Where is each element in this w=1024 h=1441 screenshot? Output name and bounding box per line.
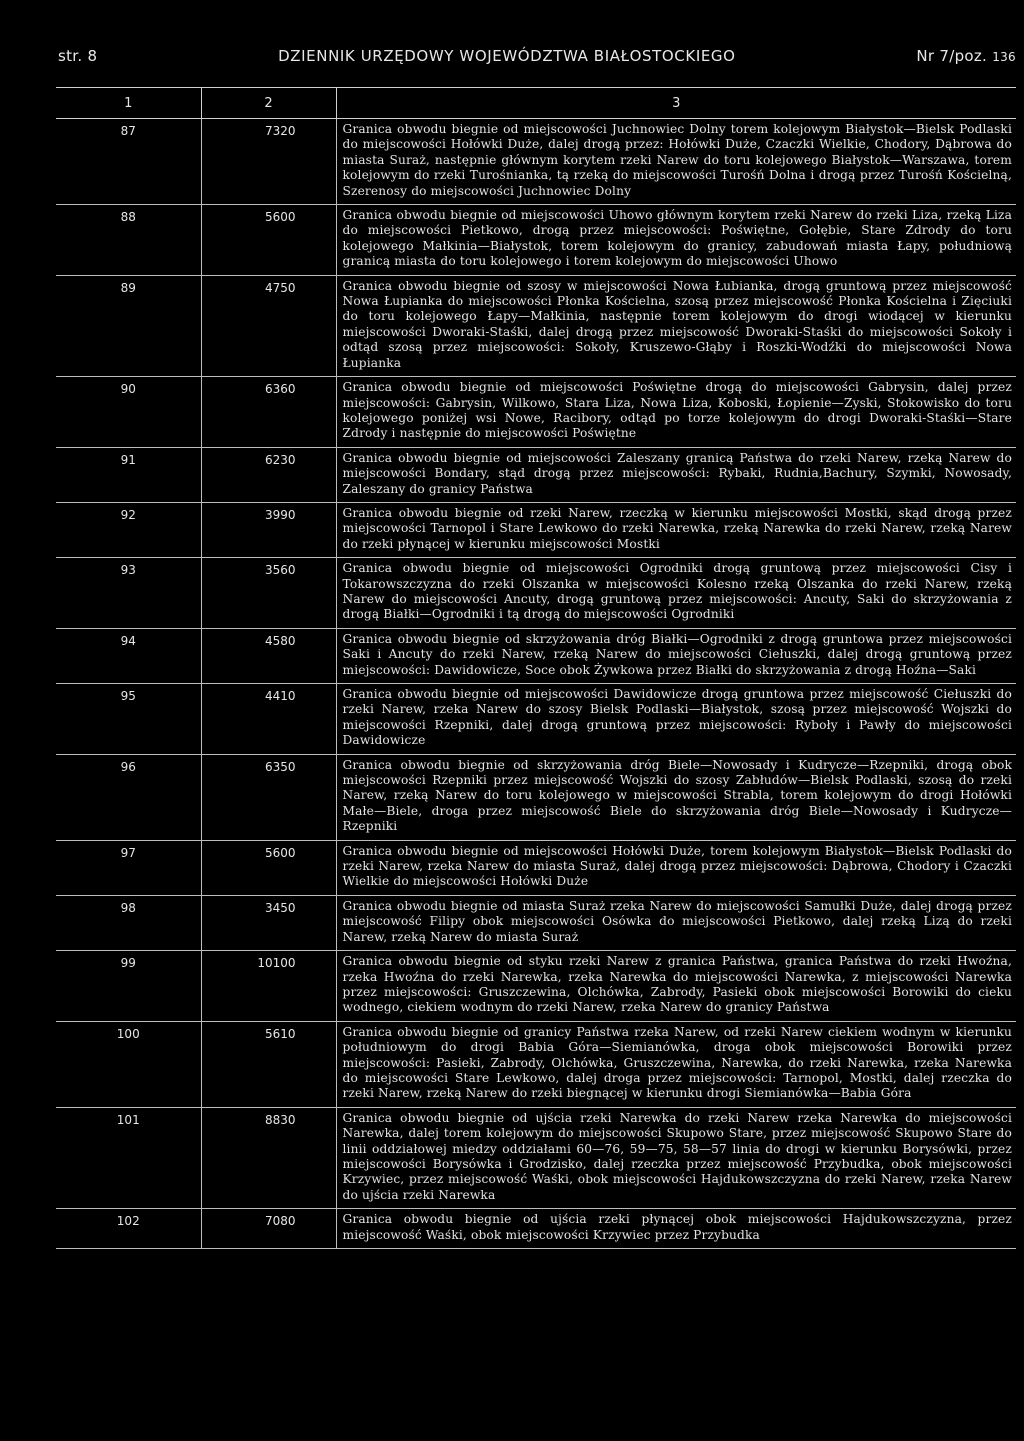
district-boundary-description: Granica obwodu biegnie od skrzyżowania dróg Biele—Nowosady i Kudrycze—Rzepniki, drogą obok miejscowości Rzepniki przez miejscowość Wojszki do szosy Zabłudów—Bielsk Podlaski, szosą do rzeki Narew, rzeką Narew do toru kolejowego w miejscowości Strabla, torem kolejowym do drogi Hołówki Małe—Biele, droga przez miejscowość Biele do skrzyżowania dróg Biele—Nowosady i Kudrycze—Rzepniki (336, 754, 1016, 840)
table-row (56, 1209, 1016, 1249)
district-area: 8830 (201, 1107, 336, 1208)
district-number: 88 (56, 205, 201, 276)
page-header (58, 44, 1016, 68)
district-number: 95 (56, 684, 201, 755)
table-row (56, 205, 1016, 276)
district-area: 5600 (201, 840, 336, 895)
journal-title: DZIENNIK URZĘDOWY WOJEWÓDZTWA BIAŁOSTOCKIEGO (278, 47, 736, 65)
district-boundary-description: Granica obwodu biegnie od miasta Suraż rzeka Narew do miejscowości Samułki Duże, dalej drogą przez miejscowość Filipy obok miejscowości Osówka do miejscowości Pietkowo, dalej rzeką Lizą do rzeki Narew, rzeką Narew do miasta Suraż (336, 895, 1016, 950)
table-row (56, 840, 1016, 895)
district-number: 92 (56, 502, 201, 557)
district-number: 101 (56, 1107, 201, 1208)
district-boundary-description: Granica obwodu biegnie od miejscowości Poświętne drogą do miejscowości Gabrysin, dalej przez miejscowości: Gabrysin, Wilkowo, Stara Liza, Nowa Liza, Koboski, Łopienie—Zyski, Stokowisko do toru kolejowego poniżej wsi Nowe, Racibory, odtąd po torze kolejowym do drogi Dworaki-Staśki—Stare Zdrody i następnie do miejscowości Poświętne (336, 377, 1016, 448)
district-boundary-description: Granica obwodu biegnie od granicy Państwa rzeka Narew, od rzeki Narew ciekiem wodnym w kierunku południowym do drogi Babia Góra—Siemianówka, droga obok miejscowości Borowiki przez miejscowości: Pasieki, Zabrody, Olchówka, Gruszczewina, Narewka, do rzeki Narewka, rzeka Narewka do miejscowości Stare Lewkowo, dalej droga przez miejscowości: Tarnopol, Mostki, dalej rzeczka do rzeki Narew, rzeką Narew do rzeki biegnącej w kierunku drogi Siemianówka—Babia Góra (336, 1021, 1016, 1107)
district-number: 87 (56, 119, 201, 205)
column-header-description: 3 (336, 88, 1016, 119)
district-area: 4750 (201, 275, 336, 376)
district-area: 5600 (201, 205, 336, 276)
district-area: 6350 (201, 754, 336, 840)
issue-label: Nr 7/poz. (916, 47, 988, 65)
district-number: 89 (56, 275, 201, 376)
table-header (56, 88, 1016, 119)
table-row (56, 895, 1016, 950)
boundary-table (56, 87, 1016, 1249)
district-number: 100 (56, 1021, 201, 1107)
district-area: 4580 (201, 628, 336, 683)
table-row (56, 447, 1016, 502)
table-row (56, 951, 1016, 1022)
district-boundary-description: Granica obwodu biegnie od skrzyżowania dróg Białki—Ogrodniki z drogą gruntowa przez miejscowości Saki i Ancuty do rzeki Narew, rzeką Narew do miejscowości Ciełuszki, dalej drogą gruntową przez miejscowości: Dawidowicze, Soce obok Żywkowa przez Białki do skrzyżowania z drogą Hoźna—Saki (336, 628, 1016, 683)
table-row (56, 1021, 1016, 1107)
district-number: 99 (56, 951, 201, 1022)
district-area: 3990 (201, 502, 336, 557)
district-area: 5610 (201, 1021, 336, 1107)
district-number: 102 (56, 1209, 201, 1249)
table-row (56, 558, 1016, 629)
district-area: 7080 (201, 1209, 336, 1249)
district-number: 98 (56, 895, 201, 950)
district-number: 94 (56, 628, 201, 683)
district-boundary-description: Granica obwodu biegnie od ujścia rzeki Narewka do rzeki Narew rzeka Narewka do miejscowości Narewka, dalej torem kolejowym do miejscowości Skupowo Stare, przez miejscowość Skupowo Stare do linii oddziałowej miedzy oddziałami 60—76, 59—75, 58—57 linia do drogi w kierunku Borysówki, przez miejscowości Borysówka i Grodzisko, dalej rzeczka przez miejscowość Przybudka, obok miejscowości Krzywiec, przez miejscowość Waśki, obok miejscowości Hajdukowszczyzna do rzeki Narew, rzeka Narew do ujścia rzeki Narewka (336, 1107, 1016, 1208)
district-area: 6360 (201, 377, 336, 448)
district-boundary-description: Granica obwodu biegnie od miejscowości Zaleszany granicą Państwa do rzeki Narew, rzeką Narew do miejscowości Bondary, stąd drogą przez miejscowości: Rybaki, Rudnia,Bachury, Szymki, Nowosady, Zaleszany do granicy Państwa (336, 447, 1016, 502)
table-row (56, 628, 1016, 683)
table-header-row (56, 88, 1016, 119)
district-number: 93 (56, 558, 201, 629)
district-area: 4410 (201, 684, 336, 755)
column-header-area: 2 (201, 88, 336, 119)
table-body (56, 119, 1016, 1249)
district-boundary-description: Granica obwodu biegnie od miejscowości Juchnowiec Dolny torem kolejowym Białystok—Bielsk Podlaski do miejscowości Hołówki Duże, dalej drogą przez: Hołówki Duże, Czaczki Wielkie, Chodory, Dąbrowa do miasta Suraż, następnie głównym korytem rzeki Narew do toru kolejowego Białystok—Warszawa, torem kolejowym do rzeki Turośnianka, tą rzeką do miejscowości Turośń Dolna i drogą przez Turośń Kościelną, Szerenosy do miejscowości Juchnowiec Dolny (336, 119, 1016, 205)
table-row (56, 754, 1016, 840)
district-number: 91 (56, 447, 201, 502)
issue-number (916, 47, 1016, 65)
district-number: 96 (56, 754, 201, 840)
district-boundary-description: Granica obwodu biegnie od styku rzeki Narew z granica Państwa, granica Państwa do rzeki Hwoźna, rzeka Hwoźna do rzeki Narewka, rzeka Narewka do miejscowości Narewka, z miejscowości Narewka przez miejscowości: Gruszczewina, Olchówka, Zabrody, Pasieki obok miejscowości Borowiki do cieku wodnego, ciekiem wodnym do rzeki Narew, rzeka Narew do granicy Państwa (336, 951, 1016, 1022)
district-number: 90 (56, 377, 201, 448)
district-boundary-description: Granica obwodu biegnie od miejscowości Dawidowicze drogą gruntowa przez miejscowość Ciełuszki do rzeki Narew, rzeka Narew do szosy Bielsk Podlaski—Białystok, szosą przez miejscowość Wojszki do miejscowości Rzepniki, dalej drogą gruntową przez miejscowości: Ryboły i Pawły do miejscowości Dawidowicze (336, 684, 1016, 755)
district-area: 3450 (201, 895, 336, 950)
district-boundary-description: Granica obwodu biegnie od ujścia rzeki płynącej obok miejscowości Hajdukowszczyzna, przez miejscowość Waśki, obok miejscowości Krzywiec przez Przybudka (336, 1209, 1016, 1249)
district-number: 97 (56, 840, 201, 895)
table-row (56, 377, 1016, 448)
district-area: 10100 (201, 951, 336, 1022)
table-row (56, 1107, 1016, 1208)
district-area: 3560 (201, 558, 336, 629)
district-boundary-description: Granica obwodu biegnie od miejscowości Hołówki Duże, torem kolejowym Białystok—Bielsk Podlaski do rzeki Narew, rzeka Narew do miasta Suraż, dalej drogą przez miejscowości: Dąbrowa, Chodory i Czaczki Wielkie do miejscowości Hołówki Duże (336, 840, 1016, 895)
table-row (56, 684, 1016, 755)
position-number: 136 (992, 50, 1016, 64)
table-row (56, 119, 1016, 205)
district-boundary-description: Granica obwodu biegnie od szosy w miejscowości Nowa Łubianka, drogą gruntową przez miejscowość Nowa Łupianka do miejscowości Płonka Kościelna, szosą przez miejscowość Płonka Kościelna i Zięciuki do toru kolejowego Łapy—Małkinia, następnie torem kolejowym do drogi wiodącej w kierunku miejscowości Dworaki-Staśki, dalej drogą przez miejscowość Dworaki-Staśki do miejscowości Sokoły i odtąd szosą przez miejscowości: Sokoły, Kruszewo-Głąby i Roszki-Wodźki do miejscowości Nowa Łupianka (336, 275, 1016, 376)
district-boundary-description: Granica obwodu biegnie od rzeki Narew, rzeczką w kierunku miejscowości Mostki, skąd drogą przez miejscowości Tarnopol i Stare Lewkowo do rzeki Narewka, rzeką Narewka do rzeki Narew, rzeką Narew do rzeki płynącej w kierunku miejscowości Mostki (336, 502, 1016, 557)
table-row (56, 502, 1016, 557)
district-boundary-description: Granica obwodu biegnie od miejscowości Ogrodniki drogą gruntową przez miejscowości Cisy i Tokarowszczyzna do rzeki Olszanka w miejscowości Kolesno rzeką Olszanka do rzeki Narew, rzeką Narew do miejscowości Ancuty, drogą gruntową przez miejscowości: Ancuty, Saki do skrzyżowania z drogą Białki—Ogrodniki i tą drogą do miejscowości Ogrodniki (336, 558, 1016, 629)
column-header-number: 1 (56, 88, 201, 119)
district-area: 7320 (201, 119, 336, 205)
table-row (56, 275, 1016, 376)
district-area: 6230 (201, 447, 336, 502)
boundary-table-wrapper (56, 87, 1016, 1249)
page-number: str. 8 (58, 47, 98, 65)
district-boundary-description: Granica obwodu biegnie od miejscowości Uhowo głównym korytem rzeki Narew do rzeki Liza, rzeką Liza do miejscowości Pietkowo, drogą przez miejscowości: Poświętne, Gołębie, Stare Zdrody do toru kolejowego Małkinia—Białystok, torem kolejowym do granicy, zabudowań miasta Łapy, południową granicą miasta do toru kolejowego i torem kolejowym do miejscowości Uhowo (336, 205, 1016, 276)
